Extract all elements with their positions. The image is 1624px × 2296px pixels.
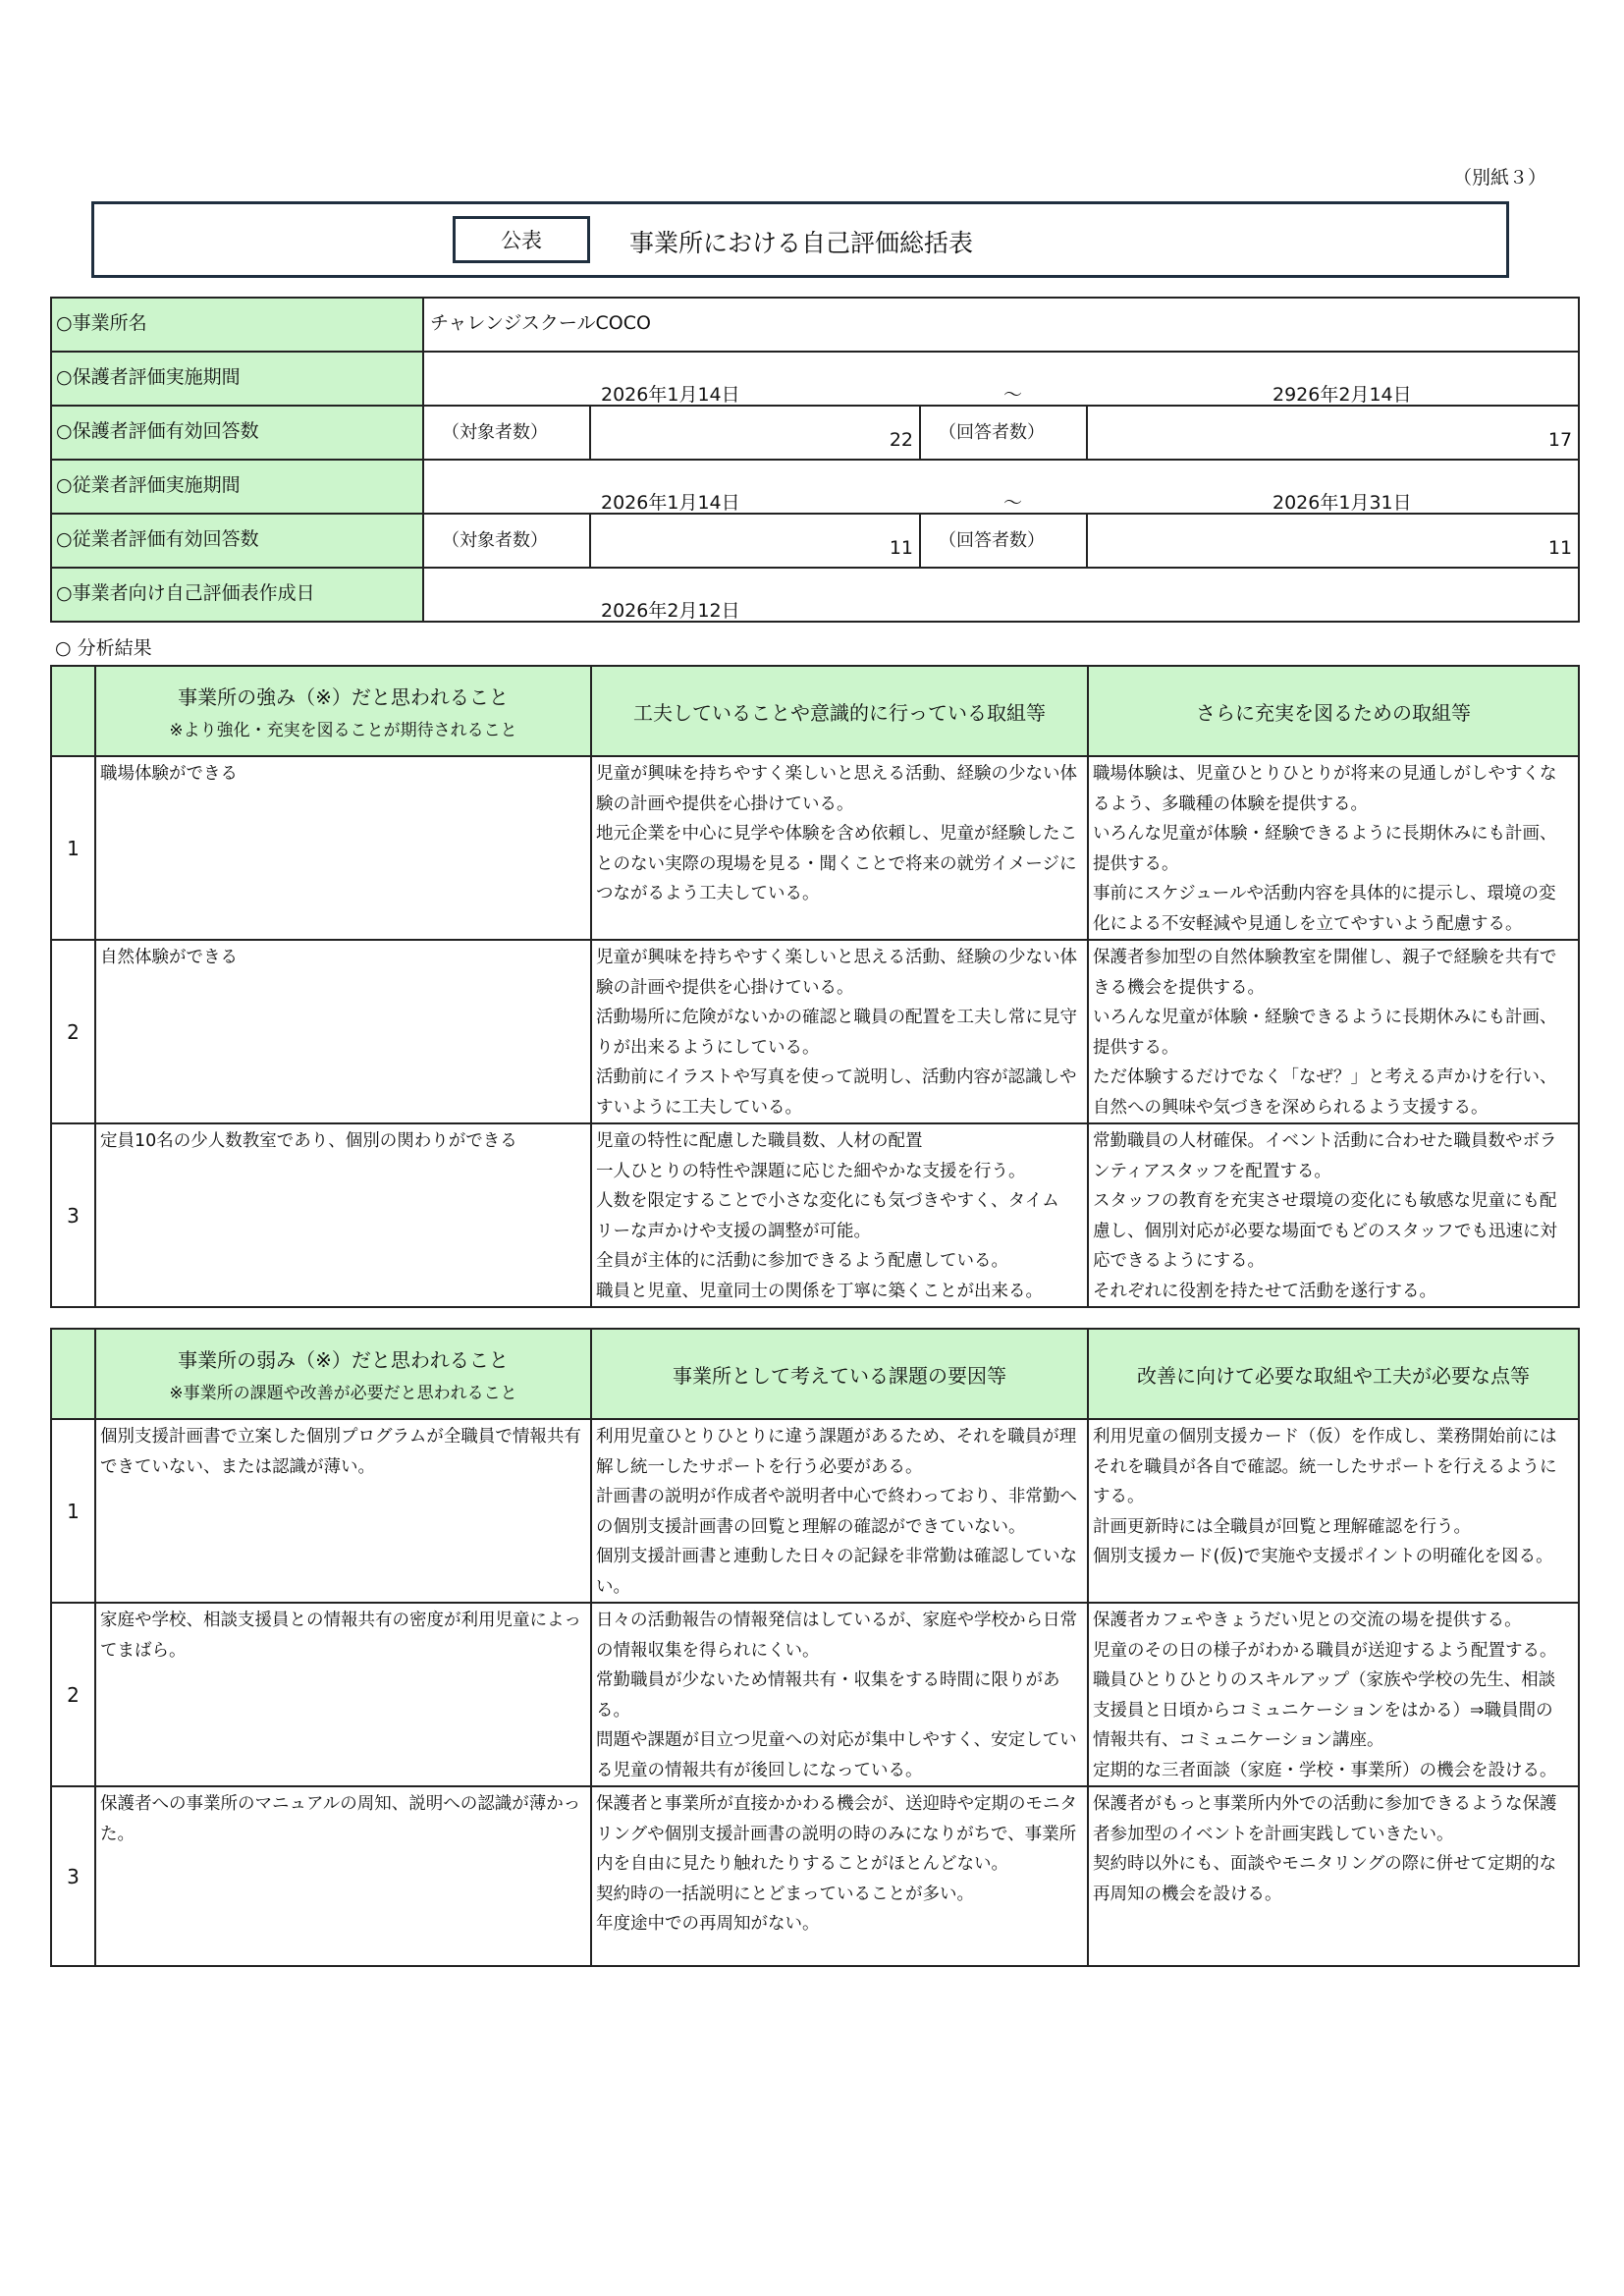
text-line: 家庭や学校、相談支援員との情報共有の密度が利用児童によっ [100,1611,581,1630]
text-line: 全員が主体的に活動に参加できるよう配慮している。 [596,1251,1008,1271]
staff-target-label: （対象者数） [423,514,590,568]
text-line: 児童の特性に配慮した職員数、人材の配置 [596,1131,923,1151]
text-line: 児童のその日の様子がわかる職員が送迎するよう配置する。 [1093,1640,1557,1661]
text-line: 職場体験は、児童ひとりひとりが将来の見通しがしやすくな [1093,764,1557,784]
text-line: 契約時の一括説明にとどまっていることが多い。 [596,1884,974,1904]
text-line: る。 [596,1700,630,1721]
table-row [51,1419,1579,1603]
text-line: それを職員が各自で確認。統一したサポートを行えるように [1093,1456,1557,1477]
weakness-cause [591,1786,1088,1966]
staff-period-row [51,460,1579,514]
text-line: 保護者と事業所が直接かかわる機会が、送迎時や定期のモニタ [596,1794,1077,1814]
strengths-header-effort: 工夫していることや意識的に行っている取組等 [591,666,1088,756]
text-line: 事前にスケジュールや活動内容を具体的に提示し、環境の変 [1093,884,1556,903]
row-number: 3 [51,1786,95,1966]
guardian-target-value: 22 [590,406,920,460]
text-line: 一人ひとりの特性や課題に応じた細やかな支援を行う。 [596,1161,1026,1181]
text-line: 常勤職員の人材確保。イベント活動に合わせた職員数やボラ [1093,1131,1557,1151]
text-line: てまばら。 [100,1640,187,1661]
text-line: 定員10名の少人数教室であり、個別の関わりができる [100,1131,517,1151]
weaknesses-header-improve: 改善に向けて必要な取組や工夫が必要な点等 [1088,1329,1579,1419]
text-line: 個別支援カード(仮)で実施や支援ポイントの明確化を図る。 [1093,1547,1553,1566]
row-number: 2 [51,1603,95,1786]
text-line: 計画更新時には全職員が回覧と理解確認を行う。 [1093,1516,1471,1537]
text-line: 活動前にイラストや写真を使って説明し、活動内容が認識しや [596,1067,1077,1087]
staff-target-value: 11 [590,514,920,568]
facility-name-row [51,298,1579,352]
text-line: 職員と児童、児童同士の関係を丁寧に築くことが出来る。 [596,1281,1043,1301]
text-line: ただ体験するだけでなく「なぜ？」と考える声かけを行い、 [1093,1067,1557,1087]
created-date-value: 2026年2月12日 [601,600,740,622]
guardian-period-end: 2926年2月14日 [1272,384,1412,406]
text-line: りが出来るようにしている。 [596,1037,820,1058]
text-line: 活動場所に危険がないかの確認と職員の配置を工夫し常に見守 [596,1008,1077,1027]
text-line: 化による不安軽減や見通しを立てやすいよう配慮する。 [1093,913,1523,934]
text-line: 日々の活動報告の情報発信はしているが、家庭や学校から日常 [596,1611,1077,1630]
text-line: 保護者への事業所のマニュアルの周知、説明への認識が薄かっ [100,1794,581,1814]
text-line: 情報共有、コミュニケーション講座。 [1093,1730,1384,1750]
public-badge: 公表 [453,216,590,263]
staff-period-label: ○従業者評価実施期間 [51,460,423,514]
text-line: 問題や課題が目立つ児童への対応が集中しやすく、安定してい [596,1730,1077,1750]
text-line: 人数を限定することで小さな変化にも気づきやすく、タイム [596,1191,1059,1211]
weakness-item [95,1786,591,1966]
weakness-cause [591,1419,1088,1603]
text-line: 常勤職員が少ないため情報共有・収集をする時間に限りがあ [596,1670,1060,1690]
weakness-improve [1088,1786,1579,1966]
guardian-count-row [51,406,1579,460]
strength-item [95,756,591,940]
strengths-header-row [51,666,1579,756]
facility-name-label: ○事業所名 [51,298,423,352]
guardian-respond-label: （回答者数） [920,406,1087,460]
text-line: の情報収集を得られにくい。 [596,1640,820,1661]
guardian-period-label: ○保護者評価実施期間 [51,352,423,406]
text-line: 者参加型のイベントを計画実践していきたい。 [1093,1824,1454,1844]
weakness-cause [591,1603,1088,1786]
text-line: つながるよう工夫している。 [596,884,820,903]
text-line: 個別支援計画書で立案した個別プログラムが全職員で情報共有 [100,1427,581,1447]
text-line: ンティアスタッフを配置する。 [1093,1161,1331,1181]
strength-effort [591,756,1088,940]
text-line: い。 [596,1576,630,1597]
text-line: とのない実際の現場を見る・聞くことで将来の就労イメージに [596,853,1077,874]
text-line: リングや個別支援計画書の説明の時のみになりがちで、事業所 [596,1824,1077,1844]
weaknesses-table [50,1328,1580,1967]
weaknesses-header-index [51,1329,95,1419]
text-line: 験の計画や提供を心掛けている。 [596,977,854,998]
text-line: 応できるようにする。 [1093,1251,1265,1271]
text-line: いろんな児童が体験・経験できるように長期休みにも計画、 [1093,824,1557,844]
text-line: 支援員と日頃からコミュニケーションをはかる）⇒職員間の [1093,1700,1553,1721]
guardian-period-start: 2026年1月14日 [601,384,740,406]
strength-enhance [1088,756,1579,940]
facility-info-table [50,297,1580,623]
strength-enhance [1088,1123,1579,1307]
weaknesses-header-item [95,1329,591,1419]
staff-period-start: 2026年1月14日 [601,492,740,514]
guardian-period-value [423,352,1579,406]
staff-period-separator: ～ [1003,492,1023,514]
staff-count-row [51,514,1579,568]
text-line: する。 [1093,1487,1145,1506]
row-number: 2 [51,940,95,1123]
text-line: 地元企業を中心に見学や体験を含め依頼し、児童が経験したこ [596,824,1077,844]
weakness-improve [1088,1419,1579,1603]
strengths-table [50,665,1580,1308]
guardian-respond-value: 17 [1087,406,1579,460]
table-row [51,1603,1579,1786]
weakness-improve [1088,1603,1579,1786]
weaknesses-header-cause: 事業所として考えている課題の要因等 [591,1329,1088,1419]
staff-respond-value: 11 [1087,514,1579,568]
weakness-item [95,1419,591,1603]
text-line: 職員ひとりひとりのスキルアップ（家族や学校の先生、相談 [1093,1670,1556,1690]
strength-enhance [1088,940,1579,1123]
text-line: 年度途中での再周知がない。 [596,1914,820,1934]
weaknesses-header-sub: ※事業所の課題や改善が必要だと思われること [169,1384,517,1403]
text-line: 契約時以外にも、面談やモニタリングの際に併せて定期的な [1093,1854,1557,1874]
table-row [51,756,1579,940]
text-line: すいように工夫している。 [596,1097,802,1118]
staff-period-end: 2026年1月31日 [1272,492,1412,514]
text-line: 職場体験ができる [100,764,238,784]
strength-effort [591,1123,1088,1307]
text-line: リーな声かけや支援の調整が可能。 [596,1221,871,1241]
text-line: 験の計画や提供を心掛けている。 [596,793,854,814]
strength-item [95,940,591,1123]
text-line: 解し統一したサポートを行う必要がある。 [596,1456,923,1477]
text-line: 計画書の説明が作成者や説明者中心で終わっており、非常勤へ [596,1487,1077,1506]
text-line: 再周知の機会を設ける。 [1093,1884,1282,1904]
row-number: 1 [51,1419,95,1603]
text-line: 定期的な三者面談（家庭・学校・事業所）の機会を設ける。 [1093,1760,1557,1780]
table-row [51,1786,1579,1966]
text-line: スタッフの教育を充実させ環境の変化にも敏感な児童にも配 [1093,1191,1557,1211]
strengths-header-sub: ※より強化・充実を図ることが期待されること [169,721,517,740]
guardian-target-label: （対象者数） [423,406,590,460]
text-line: た。 [100,1824,135,1844]
text-line: 利用児童ひとりひとりに違う課題があるため、それを職員が理 [596,1427,1077,1447]
text-line: 児童が興味を持ちやすく楽しいと思える活動、経験の少ない体 [596,948,1077,967]
row-number: 1 [51,756,95,940]
row-number: 3 [51,1123,95,1307]
text-line: きる機会を提供する。 [1093,977,1265,998]
text-line: 個別支援計画書と連動した日々の記録を非常勤は確認していな [596,1547,1077,1566]
weaknesses-header-row [51,1329,1579,1419]
weaknesses-header-main: 事業所の弱み（※）だと思われること [178,1348,509,1372]
guardian-period-separator: ～ [1003,384,1023,406]
text-line: できていない、または認識が薄い。 [100,1456,375,1477]
facility-name-value: チャレンジスクールCOCO [423,298,1579,352]
created-date-label: ○事業者向け自己評価表作成日 [51,568,423,622]
text-line: 利用児童の個別支援カード（仮）を作成し、業務開始前には [1093,1427,1557,1447]
staff-period-value [423,460,1579,514]
text-line: 児童が興味を持ちやすく楽しいと思える活動、経験の少ない体 [596,764,1077,784]
strength-effort [591,940,1088,1123]
text-line: 慮し、個別対応が必要な場面でもどのスタッフでも迅速に対 [1093,1221,1558,1241]
text-line: 内を自由に見たり触れたりすることがほとんどない。 [596,1854,1008,1874]
appendix-label: （別紙３） [1453,167,1547,189]
title-box [91,201,1509,278]
table-row [51,1123,1579,1307]
document-title: 事業所における自己評価総括表 [629,229,974,257]
strengths-header-index [51,666,95,756]
analysis-results-label: ○ 分析結果 [55,637,152,659]
strengths-header-enhance: さらに充実を図るための取組等 [1088,666,1579,756]
created-date-cell [423,568,1579,622]
strengths-header-main: 事業所の強み（※）だと思われること [178,685,509,709]
text-line: 提供する。 [1093,853,1179,874]
created-date-row [51,568,1579,622]
text-line: 保護者参加型の自然体験教室を開催し、親子で経験を共有で [1093,948,1557,967]
text-line: 保護者カフェやきょうだい児との交流の場を提供する。 [1093,1611,1522,1630]
strengths-header-item [95,666,591,756]
text-line: それぞれに役割を持たせて活動を遂行する。 [1093,1281,1436,1301]
guardian-period-row [51,352,1579,406]
text-line: る児童の情報共有が後回しになっている。 [596,1760,923,1780]
text-line: の個別支援計画書の回覧と理解の確認ができていない。 [596,1516,1026,1537]
text-line: るよう、多職種の体験を提供する。 [1093,793,1368,814]
table-row [51,940,1579,1123]
text-line: いろんな児童が体験・経験できるように長期休みにも計画、 [1093,1008,1557,1027]
staff-count-label: ○従業者評価有効回答数 [51,514,423,568]
text-line: 自然への興味や気づきを深められるよう支援する。 [1093,1097,1489,1118]
staff-respond-label: （回答者数） [920,514,1087,568]
guardian-count-label: ○保護者評価有効回答数 [51,406,423,460]
text-line: 保護者がもっと事業所内外での活動に参加できるような保護 [1093,1794,1557,1814]
strength-item [95,1123,591,1307]
text-line: 提供する。 [1093,1037,1179,1058]
weakness-item [95,1603,591,1786]
text-line: 自然体験ができる [100,948,238,967]
